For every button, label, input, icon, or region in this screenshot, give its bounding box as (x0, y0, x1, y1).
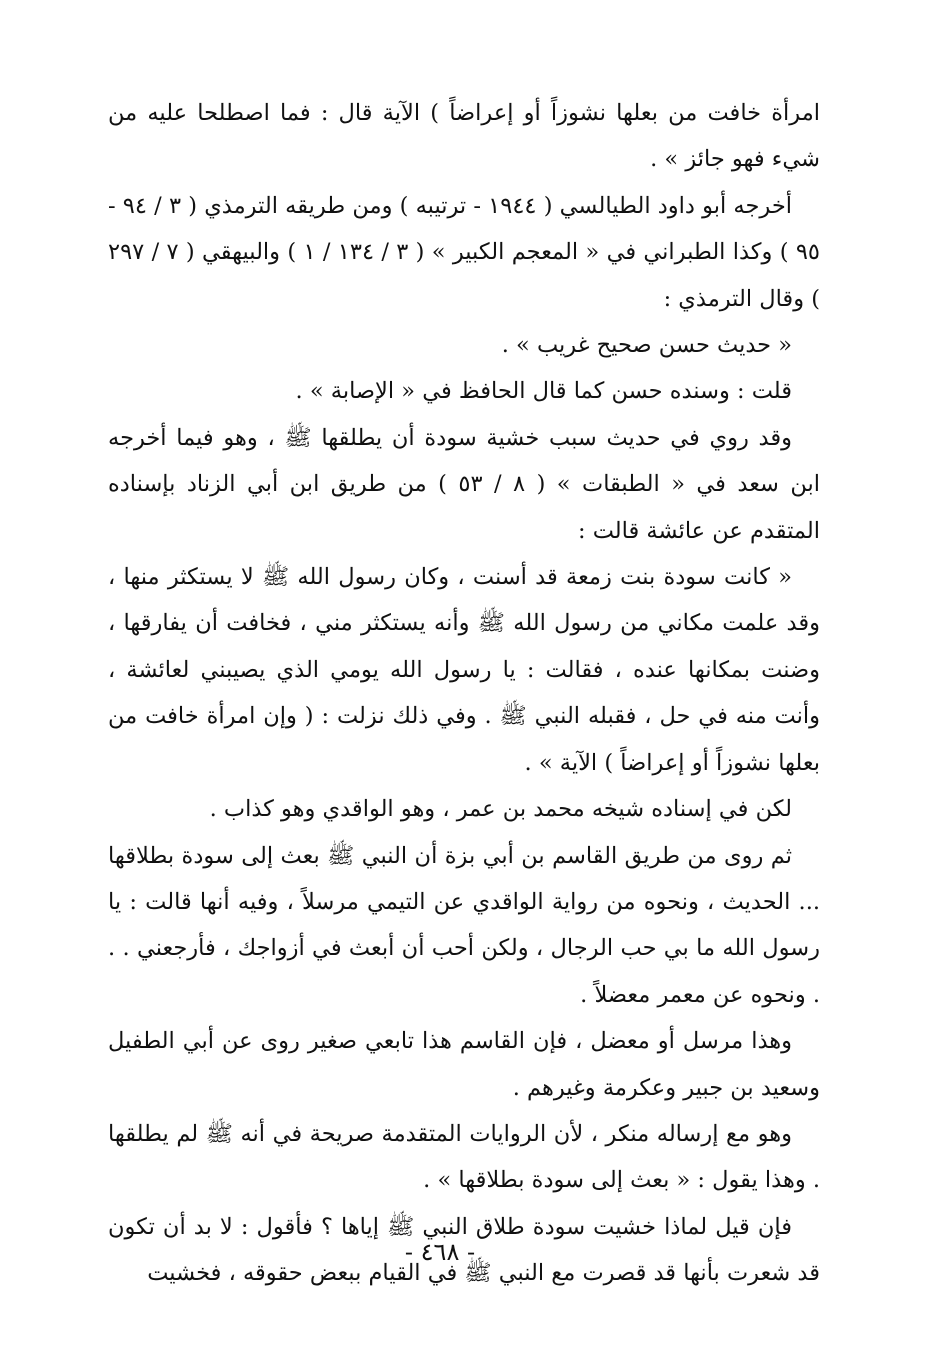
paragraph-6: « كانت سودة بنت زمعة قد أسنت ، وكان رسول الله ﷺ لا يستكثر منها ، وقد علمت مكاني من رسول الله ﷺ وأنه يستكثر مني ، فخافت أن يفارقها ، وضنت بمكانها عنده ، فقالت : يا رسول الله يومي الذي يصيبني لعائشة ، وأنت منه في حل ، فقبله النبي ﷺ . وفي ذلك نزلت : ( وإن امرأة خافت من بعلها نشوزاً أو إعراضاً ) الآية » . (108, 564, 820, 776)
paragraph-4: قلت : وسنده حسن كما قال الحافظ في « الإصابة » . (295, 378, 792, 405)
page-number: - ٤٦٨ - (404, 1238, 476, 1266)
paragraph-10: وهو مع إرساله منكر ، لأن الروايات المتقدمة صريحة في أنه ﷺ لم يطلقها . وهذا يقول : « بعث إلى سودة بطلاقها » . (108, 1120, 820, 1194)
paragraph-9: وهذا مرسل أو معضل ، فإن القاسم هذا تابعي صغير روى عن أبي الطفيل وسعيد بن جبير وعكرمة وغيرهم . (108, 1028, 820, 1101)
paragraph-2: أخرجه أبو داود الطيالسي ( ١٩٤٤ - ترتيبه ) ومن طريقه الترمذي ( ٣ / ٩٤ - ٩٥ ) وكذا الطبراني في « المعجم الكبير » ( ٣ / ١٣٤ / ١ ) والبيهقي ( ٧ / ٢٩٧ ) وقال الترمذي : (108, 192, 820, 312)
paragraph-5: وقد روي في حديث سبب خشية سودة أن يطلقها ﷺ ، وهو فيما أخرجه ابن سعد في « الطبقات » ( ٨ / ٥٣ ) من طريق ابن أبي الزناد بإسناده المتقدم عن عائشة قالت : (108, 424, 820, 544)
paragraph-1: امرأة خافت من بعلها نشوزاً أو إعراضاً ) الآية قال : فما اصطلحا عليه من شيء فهو جائز » . (108, 100, 820, 173)
paragraph-8: ثم روى من طريق القاسم بن أبي بزة أن النبي ﷺ بعث إلى سودة بطلاقها ... الحديث ، ونحوه من رواية الواقدي عن التيمي مرسلاً ، وفيه أنها قالت : يا رسول الله ما بي حب الرجال ، ولكن أحب أن أبعث في أزواجك ، فأرجعني . . . ونحوه عن معمر معضلاً . (108, 842, 820, 1008)
paragraph-7: لكن في إسناده شيخه محمد بن عمر ، وهو الواقدي وهو كذاب . (209, 796, 792, 823)
paragraph-3: « حديث حسن صحيح غريب » . (501, 332, 792, 359)
page-body (108, 90, 820, 1297)
paragraph-11: فإن قيل لماذا خشيت سودة طلاق النبي ﷺ إياها ؟ فأقول : لا بد أن تكون قد شعرت بأنها قد قصرت مع النبي ﷺ في القيام ببعض حقوقه ، فخشيت (108, 1213, 820, 1287)
